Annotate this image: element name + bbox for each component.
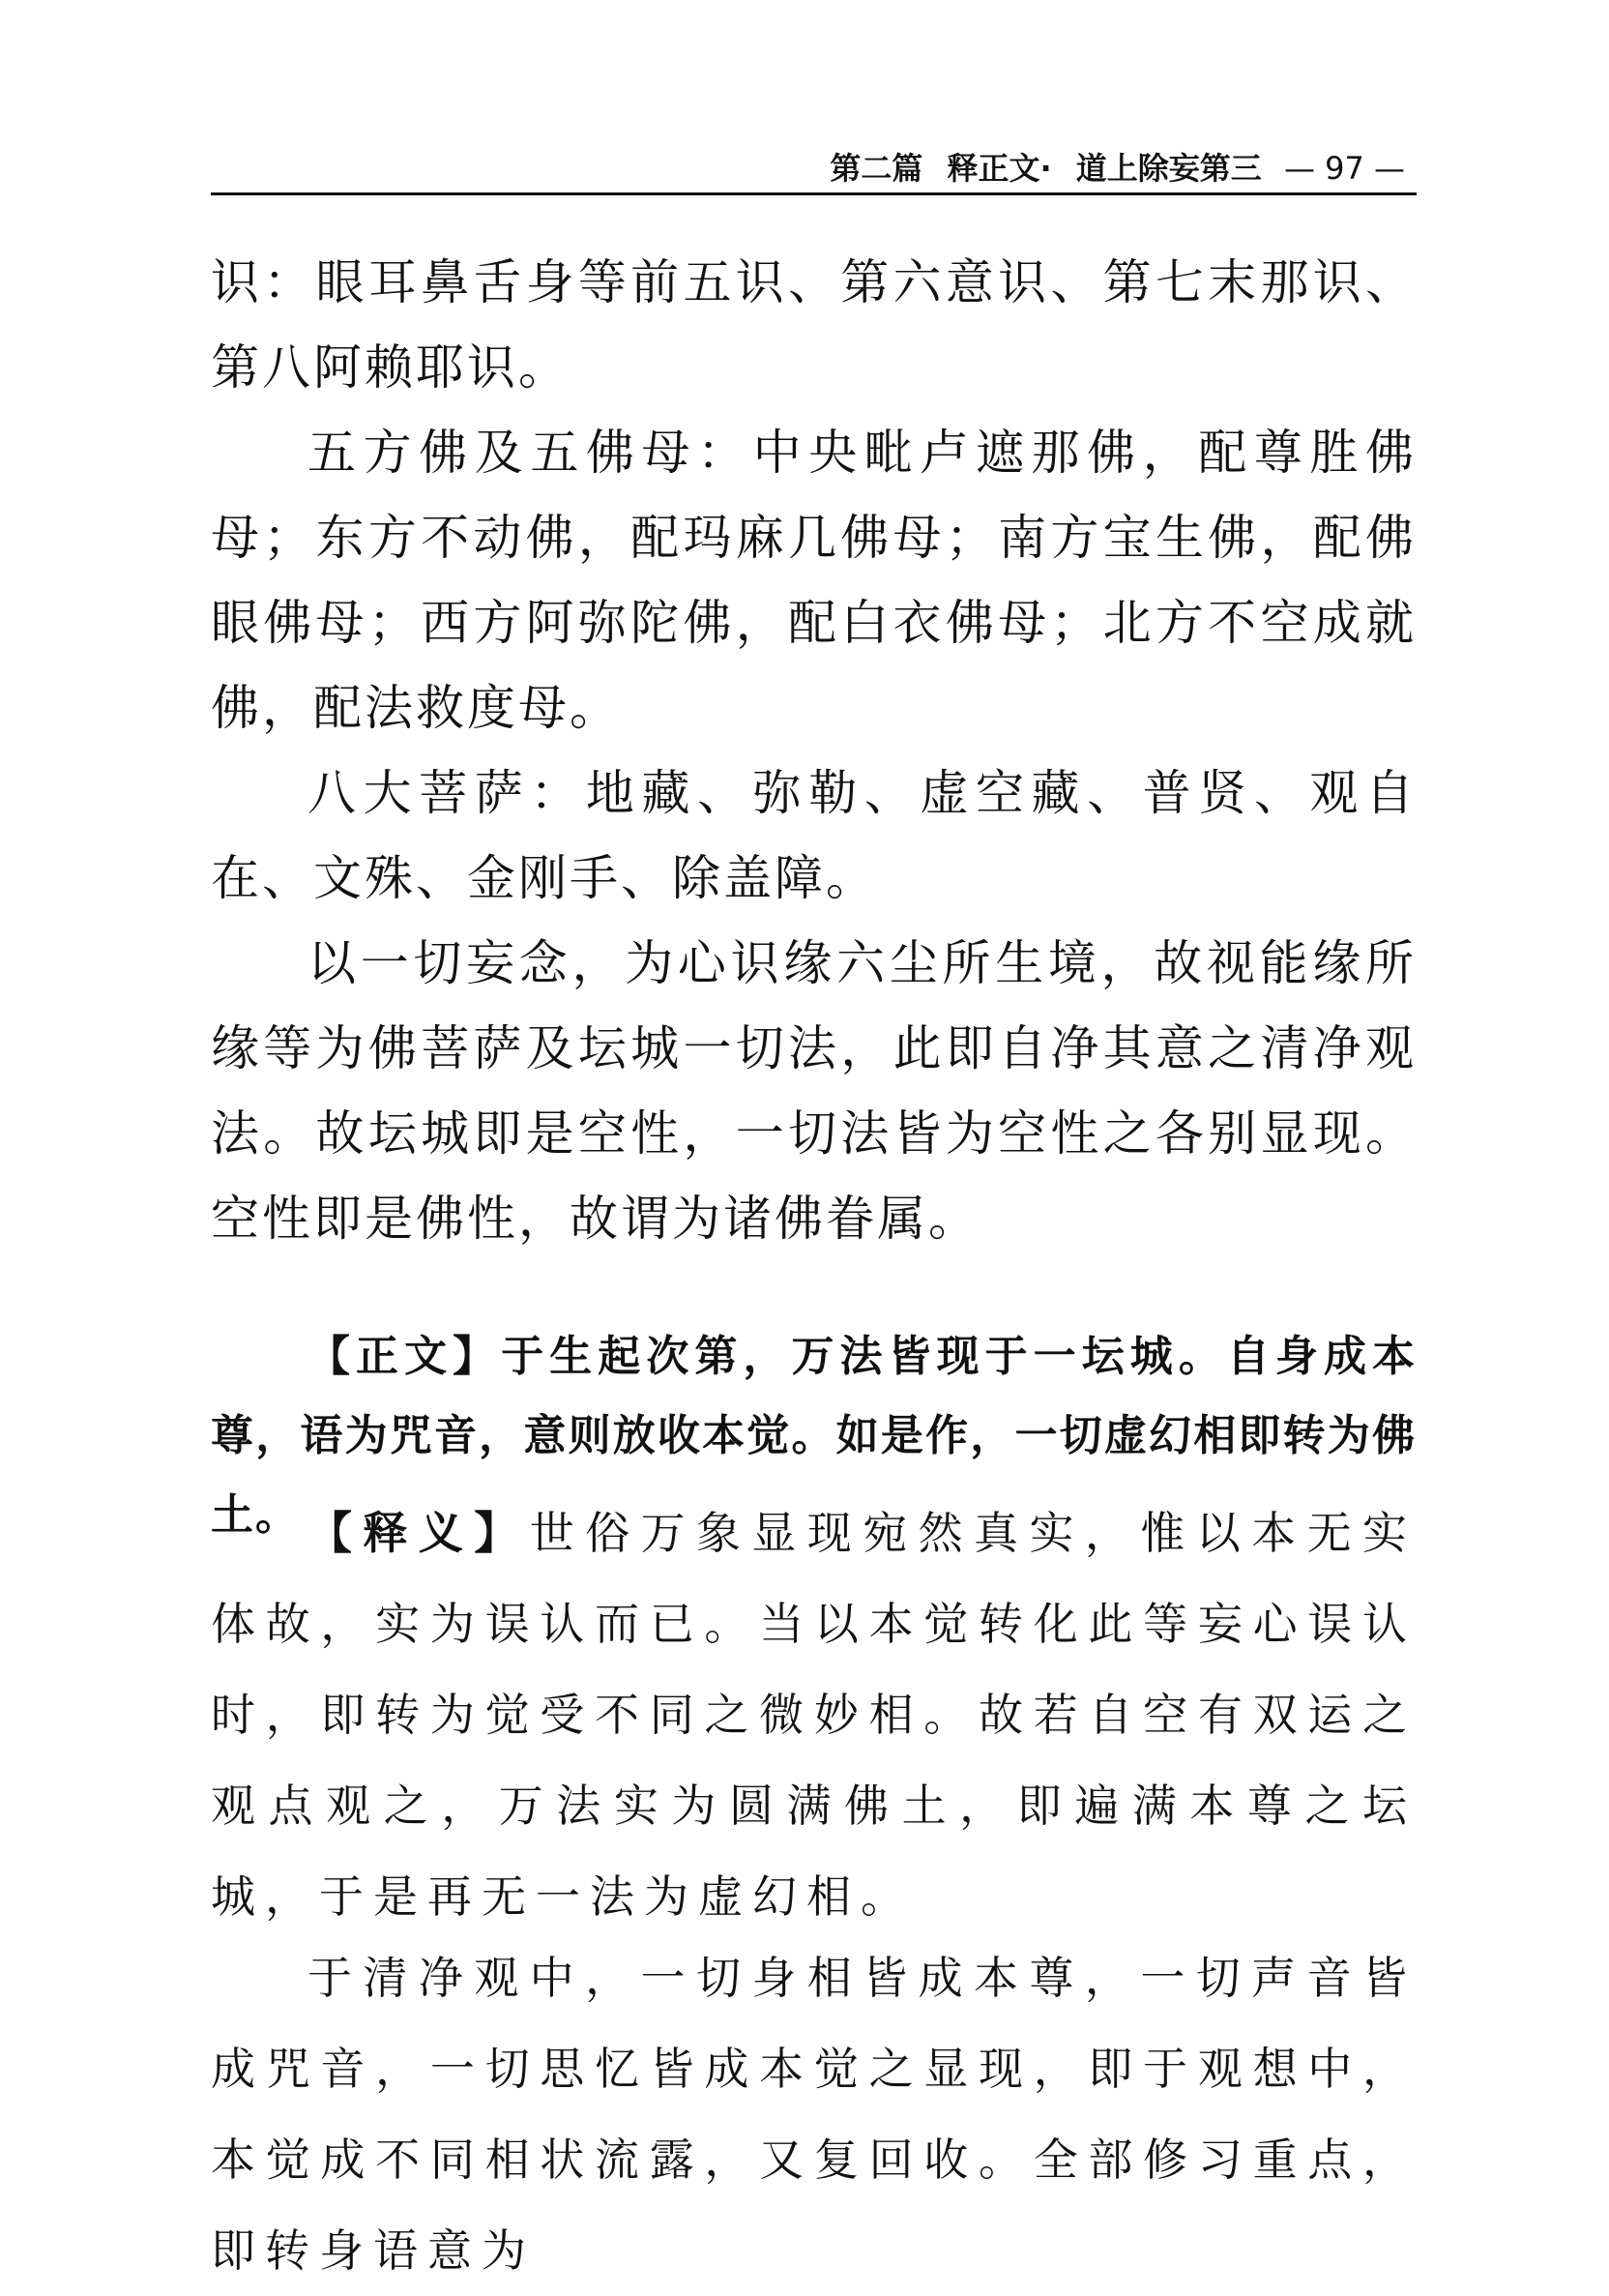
paragraph-commentary [211,1487,1417,1942]
paragraph-consciousness: 识：眼耳鼻舌身等前五识、第六意识、第七末那识、第八阿赖耶识。 [211,254,1417,396]
commentary-label: 【释义】 [307,1507,530,1559]
paragraph-pure-view: 于清净观中，一切身相皆成本尊，一切声音皆成咒音，一切思忆皆成本觉之显现，即于观想中，本觉成不同相状流露，又复回收。全部修习重点，即转身语意为 [211,1952,1417,2277]
commentary-body: 世俗万象显现宛然真实，惟以本无实体故，实为误认而已。当以本觉转化此等妄心误认时，即转为觉受不同之微妙相。故若自空有双运之观点观之，万法实为圆满佛土，即遍满本尊之坛城，于是再无一法为虚幻相。 [211,1507,1418,1923]
paragraph-five-buddhas: 五方佛及五佛母：中央毗卢遮那佛，配尊胜佛母；东方不动佛，配玛麻几佛母；南方宝生佛，配佛眼佛母；西方阿弥陀佛，配白衣佛母；北方不空成就佛，配法救度母。 [211,425,1417,736]
running-header [211,147,1417,190]
header-rule [211,192,1417,195]
paragraph-eight-bodhisattvas: 八大菩萨：地藏、弥勒、虚空藏、普贤、观自在、文殊、金刚手、除盖障。 [211,765,1417,906]
header-subsection: 道上除妄第三 [1075,150,1262,187]
root-text-label: 【正文】 [307,1332,502,1381]
page-number: — 97 — [1283,150,1405,187]
root-text-body: 于生起次第，万法皆现于一坛城。自身成本尊，语为咒音，意则放收本觉。如是作，一切虚幻相即转为佛土。 [211,1332,1418,1540]
header-section: 释正文· [947,150,1052,187]
paragraph-mandala: 以一切妄念，为心识缘六尘所生境，故视能缘所缘等为佛菩萨及坛城一切法，此即自净其意之清净观法。故坛城即是空性，一切法皆为空性之各别显现。空性即是佛性，故谓为诸佛眷属。 [211,935,1417,1247]
header-chapter: 第二篇 [830,150,923,187]
